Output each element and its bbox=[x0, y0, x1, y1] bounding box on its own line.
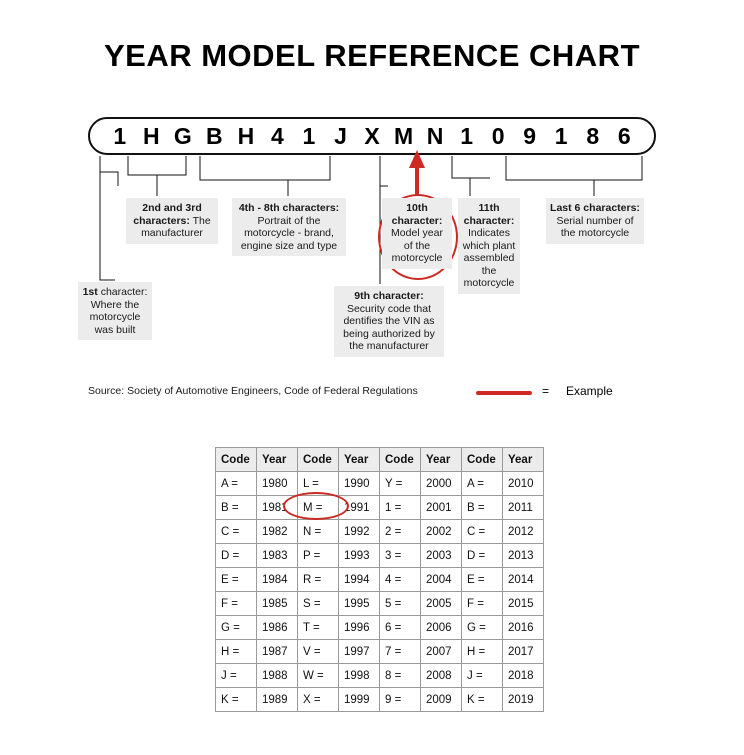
table-row bbox=[216, 616, 544, 640]
table-cell: 2003 bbox=[421, 544, 462, 568]
vin-char: J bbox=[334, 122, 347, 149]
table-cell: L = bbox=[298, 472, 339, 496]
table-cell: 2016 bbox=[503, 616, 544, 640]
table-row bbox=[216, 640, 544, 664]
table-cell: E = bbox=[462, 568, 503, 592]
table-cell: 2002 bbox=[421, 520, 462, 544]
vin-char: 6 bbox=[617, 122, 631, 149]
vin-char: 8 bbox=[586, 122, 600, 149]
vin-char: 1 bbox=[460, 122, 473, 149]
vin-char: N bbox=[426, 122, 444, 149]
vin-char: X bbox=[364, 122, 380, 149]
table-cell: F = bbox=[216, 592, 257, 616]
legend-label: Example bbox=[566, 384, 613, 398]
table-cell: T = bbox=[298, 616, 339, 640]
table-cell: 1983 bbox=[257, 544, 298, 568]
table-cell: 1995 bbox=[339, 592, 380, 616]
vin-char: 9 bbox=[523, 122, 537, 149]
table-cell: J = bbox=[216, 664, 257, 688]
table-cell-highlighted: M = bbox=[298, 496, 339, 520]
table-cell: 2 = bbox=[380, 520, 421, 544]
table-cell: 2019 bbox=[503, 688, 544, 712]
callout-9th-character bbox=[334, 286, 444, 357]
table-cell: 2013 bbox=[503, 544, 544, 568]
table-header-cell: Code bbox=[298, 448, 339, 472]
table-cell: 2000 bbox=[421, 472, 462, 496]
table-cell: 1984 bbox=[257, 568, 298, 592]
table-cell: 4 = bbox=[380, 568, 421, 592]
table-cell: 2017 bbox=[503, 640, 544, 664]
table-cell: 1982 bbox=[257, 520, 298, 544]
table-cell: B = bbox=[216, 496, 257, 520]
table-cell: 2004 bbox=[421, 568, 462, 592]
table-cell: 2018 bbox=[503, 664, 544, 688]
legend-equals-sign: = bbox=[542, 384, 550, 398]
table-cell: K = bbox=[462, 688, 503, 712]
table-cell: 2008 bbox=[421, 664, 462, 688]
table-cell: 2014 bbox=[503, 568, 544, 592]
table-cell: H = bbox=[216, 640, 257, 664]
callout-last-6-characters bbox=[546, 198, 644, 244]
table-row bbox=[216, 472, 544, 496]
table-cell: G = bbox=[216, 616, 257, 640]
table-cell: 2010 bbox=[503, 472, 544, 496]
table-header-row bbox=[216, 448, 544, 472]
table-cell: Y = bbox=[380, 472, 421, 496]
callout-2nd-3rd-characters bbox=[126, 198, 218, 244]
callout-11th-character bbox=[458, 198, 520, 294]
table-cell: 1999 bbox=[339, 688, 380, 712]
table-cell: A = bbox=[216, 472, 257, 496]
table-cell: 1981 bbox=[257, 496, 298, 520]
table-header-cell: Year bbox=[257, 448, 298, 472]
callout-11th-body: Indicates which plant assembled the motorcycle bbox=[462, 227, 516, 289]
table-cell: V = bbox=[298, 640, 339, 664]
table-row bbox=[216, 496, 544, 520]
page-title: YEAR MODEL REFERENCE CHART bbox=[103, 38, 641, 73]
table-cell: E = bbox=[216, 568, 257, 592]
table-header-cell: Code bbox=[216, 448, 257, 472]
table-cell: 1985 bbox=[257, 592, 298, 616]
callout-10th-body: Model year of the motorcycle bbox=[391, 227, 443, 264]
table-header-cell: Year bbox=[339, 448, 380, 472]
vin-char: 0 bbox=[491, 122, 505, 149]
callout-last6-head: Last 6 characters: bbox=[550, 202, 640, 214]
callout-4th-8th-body: Portrait of the motorcycle - brand, engine size and type bbox=[240, 214, 338, 252]
legend-red-line-swatch bbox=[476, 391, 532, 395]
table-cell: 1988 bbox=[257, 664, 298, 688]
table-cell: 1996 bbox=[339, 616, 380, 640]
callout-4th-8th-head: 4th - 8th characters: bbox=[238, 202, 340, 214]
vin-char: 1 bbox=[302, 122, 316, 149]
table-cell: 1989 bbox=[257, 688, 298, 712]
table-cell: K = bbox=[216, 688, 257, 712]
table-cell: 5 = bbox=[380, 592, 421, 616]
table-cell: 1980 bbox=[257, 472, 298, 496]
callout-1st-character bbox=[78, 282, 152, 340]
example-arrow bbox=[409, 150, 425, 196]
table-cell: 2001 bbox=[421, 496, 462, 520]
table-cell: 1 = bbox=[380, 496, 421, 520]
vin-char: 1 bbox=[113, 122, 127, 149]
table-cell: F = bbox=[462, 592, 503, 616]
source-note: Source: Society of Automotive Engineers, Code of Federal Regulations bbox=[88, 385, 418, 397]
table-cell: 2011 bbox=[503, 496, 544, 520]
table-row bbox=[216, 664, 544, 688]
table-cell: 1992 bbox=[339, 520, 380, 544]
callout-1st-head: 1st bbox=[82, 286, 98, 298]
table-cell: C = bbox=[216, 520, 257, 544]
callout-9th-body: Security code that dentifies the VIN as being authorized by the manufacturer bbox=[343, 302, 435, 352]
table-cell: 9 = bbox=[380, 688, 421, 712]
table-cell: X = bbox=[298, 688, 339, 712]
vin-char: G bbox=[173, 122, 192, 149]
table-row bbox=[216, 592, 544, 616]
callout-2nd-3rd-head: 2nd and 3rd characters: bbox=[133, 202, 202, 227]
table-cell: G = bbox=[462, 616, 503, 640]
table-header-cell: Year bbox=[421, 448, 462, 472]
callout-1st-body: character: Where the motorcycle was built bbox=[89, 286, 148, 336]
table-header-cell: Code bbox=[380, 448, 421, 472]
table-cell: R = bbox=[298, 568, 339, 592]
table-cell: B = bbox=[462, 496, 503, 520]
table-cell: 1994 bbox=[339, 568, 380, 592]
callout-11th-head: 11th character: bbox=[463, 202, 515, 227]
callout-last6-body: Serial number of the motorcycle bbox=[556, 214, 634, 239]
table-cell: 1987 bbox=[257, 640, 298, 664]
table-cell-highlighted: 1991 bbox=[339, 496, 380, 520]
vin-number-capsule bbox=[88, 117, 656, 155]
table-cell: 7 = bbox=[380, 640, 421, 664]
table-cell: S = bbox=[298, 592, 339, 616]
table-cell: 2005 bbox=[421, 592, 462, 616]
table-header-cell: Code bbox=[462, 448, 503, 472]
code-year-table bbox=[215, 447, 544, 712]
table-header-cell: Year bbox=[503, 448, 544, 472]
table-cell: 1990 bbox=[339, 472, 380, 496]
callout-10th-character bbox=[382, 198, 452, 269]
table-cell: 6 = bbox=[380, 616, 421, 640]
vin-char-model-year: M bbox=[393, 122, 414, 149]
table-cell: D = bbox=[462, 544, 503, 568]
table-cell: H = bbox=[462, 640, 503, 664]
vin-char: B bbox=[206, 122, 223, 149]
callout-9th-head: 9th character: bbox=[354, 290, 424, 302]
table-cell: N = bbox=[298, 520, 339, 544]
table-cell: A = bbox=[462, 472, 503, 496]
table-cell: 2012 bbox=[503, 520, 544, 544]
table-cell: J = bbox=[462, 664, 503, 688]
table-cell: P = bbox=[298, 544, 339, 568]
table-cell: C = bbox=[462, 520, 503, 544]
callout-2nd-3rd-body: The manufacturer bbox=[141, 214, 211, 239]
table-cell: 2006 bbox=[421, 616, 462, 640]
table-cell: 2007 bbox=[421, 640, 462, 664]
vin-char: 4 bbox=[271, 122, 284, 149]
table-row bbox=[216, 544, 544, 568]
vin-char: H bbox=[237, 122, 255, 149]
callout-10th-head: 10th character: bbox=[391, 202, 443, 227]
table-cell: 8 = bbox=[380, 664, 421, 688]
table-cell: 3 = bbox=[380, 544, 421, 568]
callout-4th-8th-characters bbox=[232, 198, 346, 256]
vin-char: 1 bbox=[554, 122, 568, 149]
table-cell: D = bbox=[216, 544, 257, 568]
table-cell: 1986 bbox=[257, 616, 298, 640]
table-row bbox=[216, 688, 544, 712]
table-row bbox=[216, 520, 544, 544]
table-cell: 2015 bbox=[503, 592, 544, 616]
table-row bbox=[216, 568, 544, 592]
vin-char: H bbox=[142, 122, 160, 149]
table-cell: 1993 bbox=[339, 544, 380, 568]
table-cell: 1997 bbox=[339, 640, 380, 664]
table-cell: 1998 bbox=[339, 664, 380, 688]
table-cell: 2009 bbox=[421, 688, 462, 712]
table-cell: W = bbox=[298, 664, 339, 688]
